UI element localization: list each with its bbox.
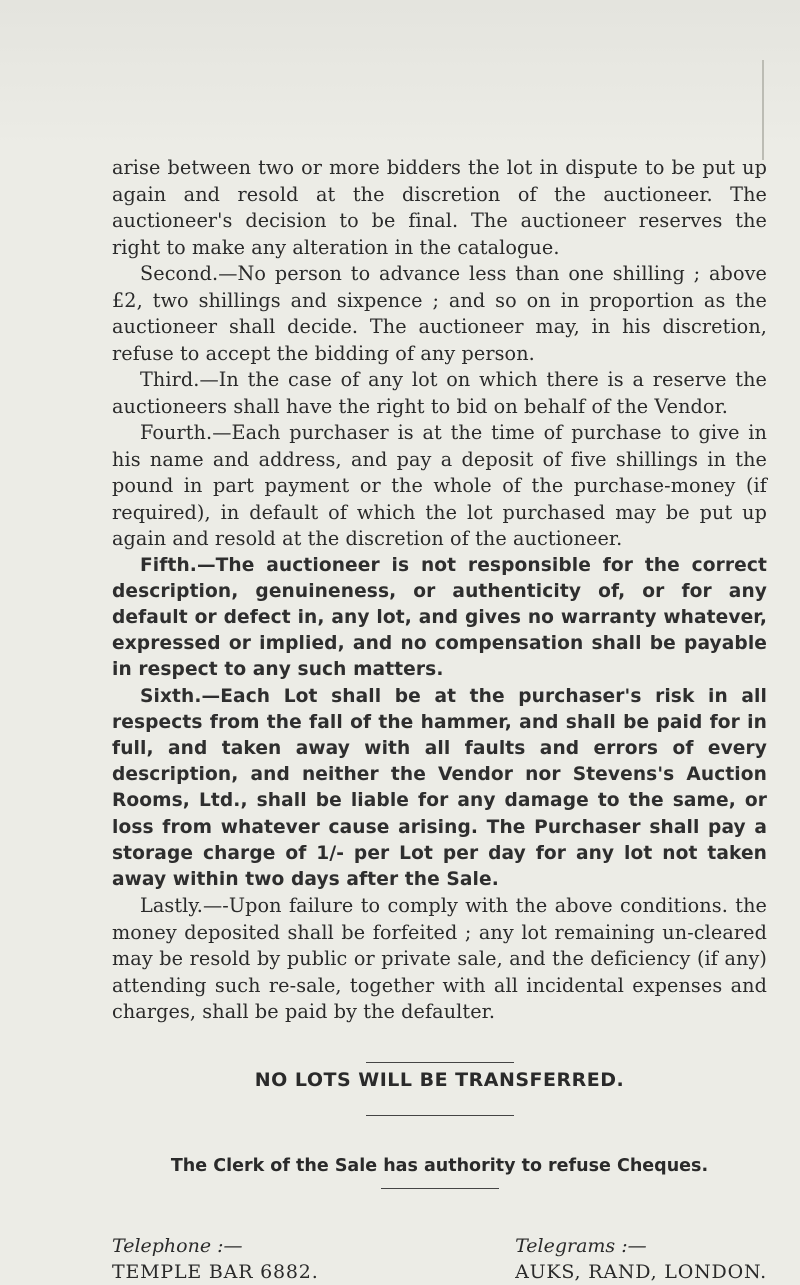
telegrams-label: Telegrams :— [515,1234,647,1257]
page-edge-mark [762,60,764,160]
condition-fourth: Fourth.—Each purchaser is at the time of purchase to give in his name and address, and pay a deposit of five shillings in the pound in part payment or the whole of the purchase-money (if required), in default of which the lot purchased may be put up again and resold at the discretion of the auctioneer. [112,421,767,550]
contact-details [112,1233,767,1285]
divider-rule [366,1062,514,1063]
condition-third: Third.—In the case of any lot on which there is a reserve the auctioneers shall have the right to bid on behalf of the Vendor. [112,368,767,418]
condition-lastly: Lastly.—-Upon failure to comply with the above conditions. the money deposited shall be forfeited ; any lot remaining un-cleared may be resold by public or private sale, and the deficiency (if any) attending such re-sale, together with all incidental expenses and charges, shall be paid by the defaulter. [112,894,767,1024]
telephone-label: Telephone :— [112,1234,243,1257]
condition-intro: arise between two or more bidders the lot in dispute to be put up again and resold at the discretion of the auctioneer. The auctioneer's decision to be final. The auctioneer reserves the right to make any alteration in the catalogue. [112,156,767,259]
telegrams-address: AUKS, RAND, LONDON. [515,1260,767,1283]
condition-sixth: Sixth.—Each Lot shall be at the purchaser's risk in all respects from the fall of the hammer, and shall be paid for in full, and taken away with all faults and errors of every description, and neither the Vendor nor Stevens's Auction Rooms, Ltd., shall be liable for any damage to the same, or loss from whatever cause arising. The Purchaser shall pay a storage charge of 1/- per Lot per day for any lot not taken away within two days after the Sale. [112,685,767,890]
telephone-number: TEMPLE BAR 6882. [112,1260,319,1283]
transfer-notice: NO LOTS WILL BE TRANSFERRED. [254,1068,625,1091]
condition-fifth: Fifth.—The auctioneer is not responsible for the correct description, genuineness, or authenticity of, or for any default or defect in, any lot, and gives no warranty whatever, expressed or implied, and no compensation shall be payable in respect to any such matters. [112,554,767,681]
page-top-margin [0,0,800,150]
divider-rule [381,1188,499,1189]
conditions-of-sale-page [112,155,767,1285]
condition-second: Second.—No person to advance less than one shilling ; above £2, two shillings and sixpence ; and so on in proportion as the auctioneer shall decide. The auctioneer may, in his discretion, refuse to accept the bidding of any person. [112,262,767,365]
telephone-block [112,1233,319,1285]
telegrams-block [515,1233,767,1285]
divider-rule [366,1115,514,1116]
clerk-cheque-note: The Clerk of the Sale has authority to refuse Cheques. [170,1155,709,1176]
